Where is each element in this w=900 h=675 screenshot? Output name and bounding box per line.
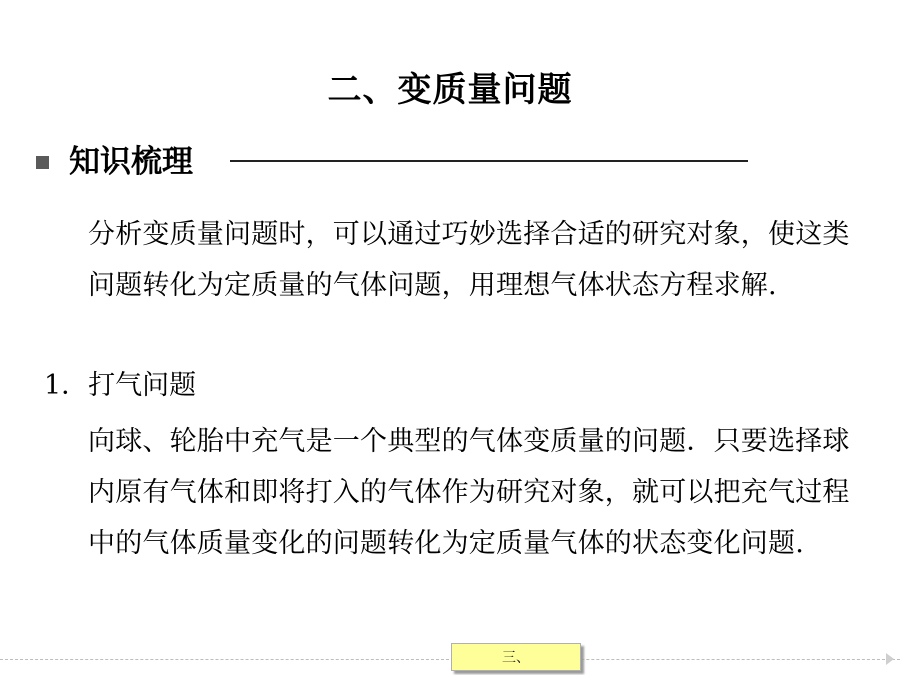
footer-divider	[0, 659, 900, 660]
triangle-right-icon	[886, 653, 894, 665]
nav-button-label: 三、	[502, 650, 530, 666]
section-heading: 知识梳理	[69, 144, 193, 180]
section-header	[36, 140, 193, 184]
item-paragraph: 向球、轮胎中充气是一个典型的气体变质量的问题．只要选择球内原有气体和即将打入的气体作为研究对象，就可以把充气过程中的气体质量变化的问题转化为定质量气体的状态变化问题.	[88, 426, 850, 559]
square-bullet-icon	[36, 156, 49, 169]
intro-paragraph: 分析变质量问题时，可以通过巧妙选择合适的研究对象，使这类问题转化为定质量的气体问题，用理想气体状态方程求解.	[88, 219, 850, 301]
item-heading: 1．打气问题	[44, 370, 197, 401]
slide-title: 二、变质量问题	[327, 70, 573, 110]
section-divider	[230, 160, 748, 162]
nav-button[interactable]	[451, 643, 581, 671]
